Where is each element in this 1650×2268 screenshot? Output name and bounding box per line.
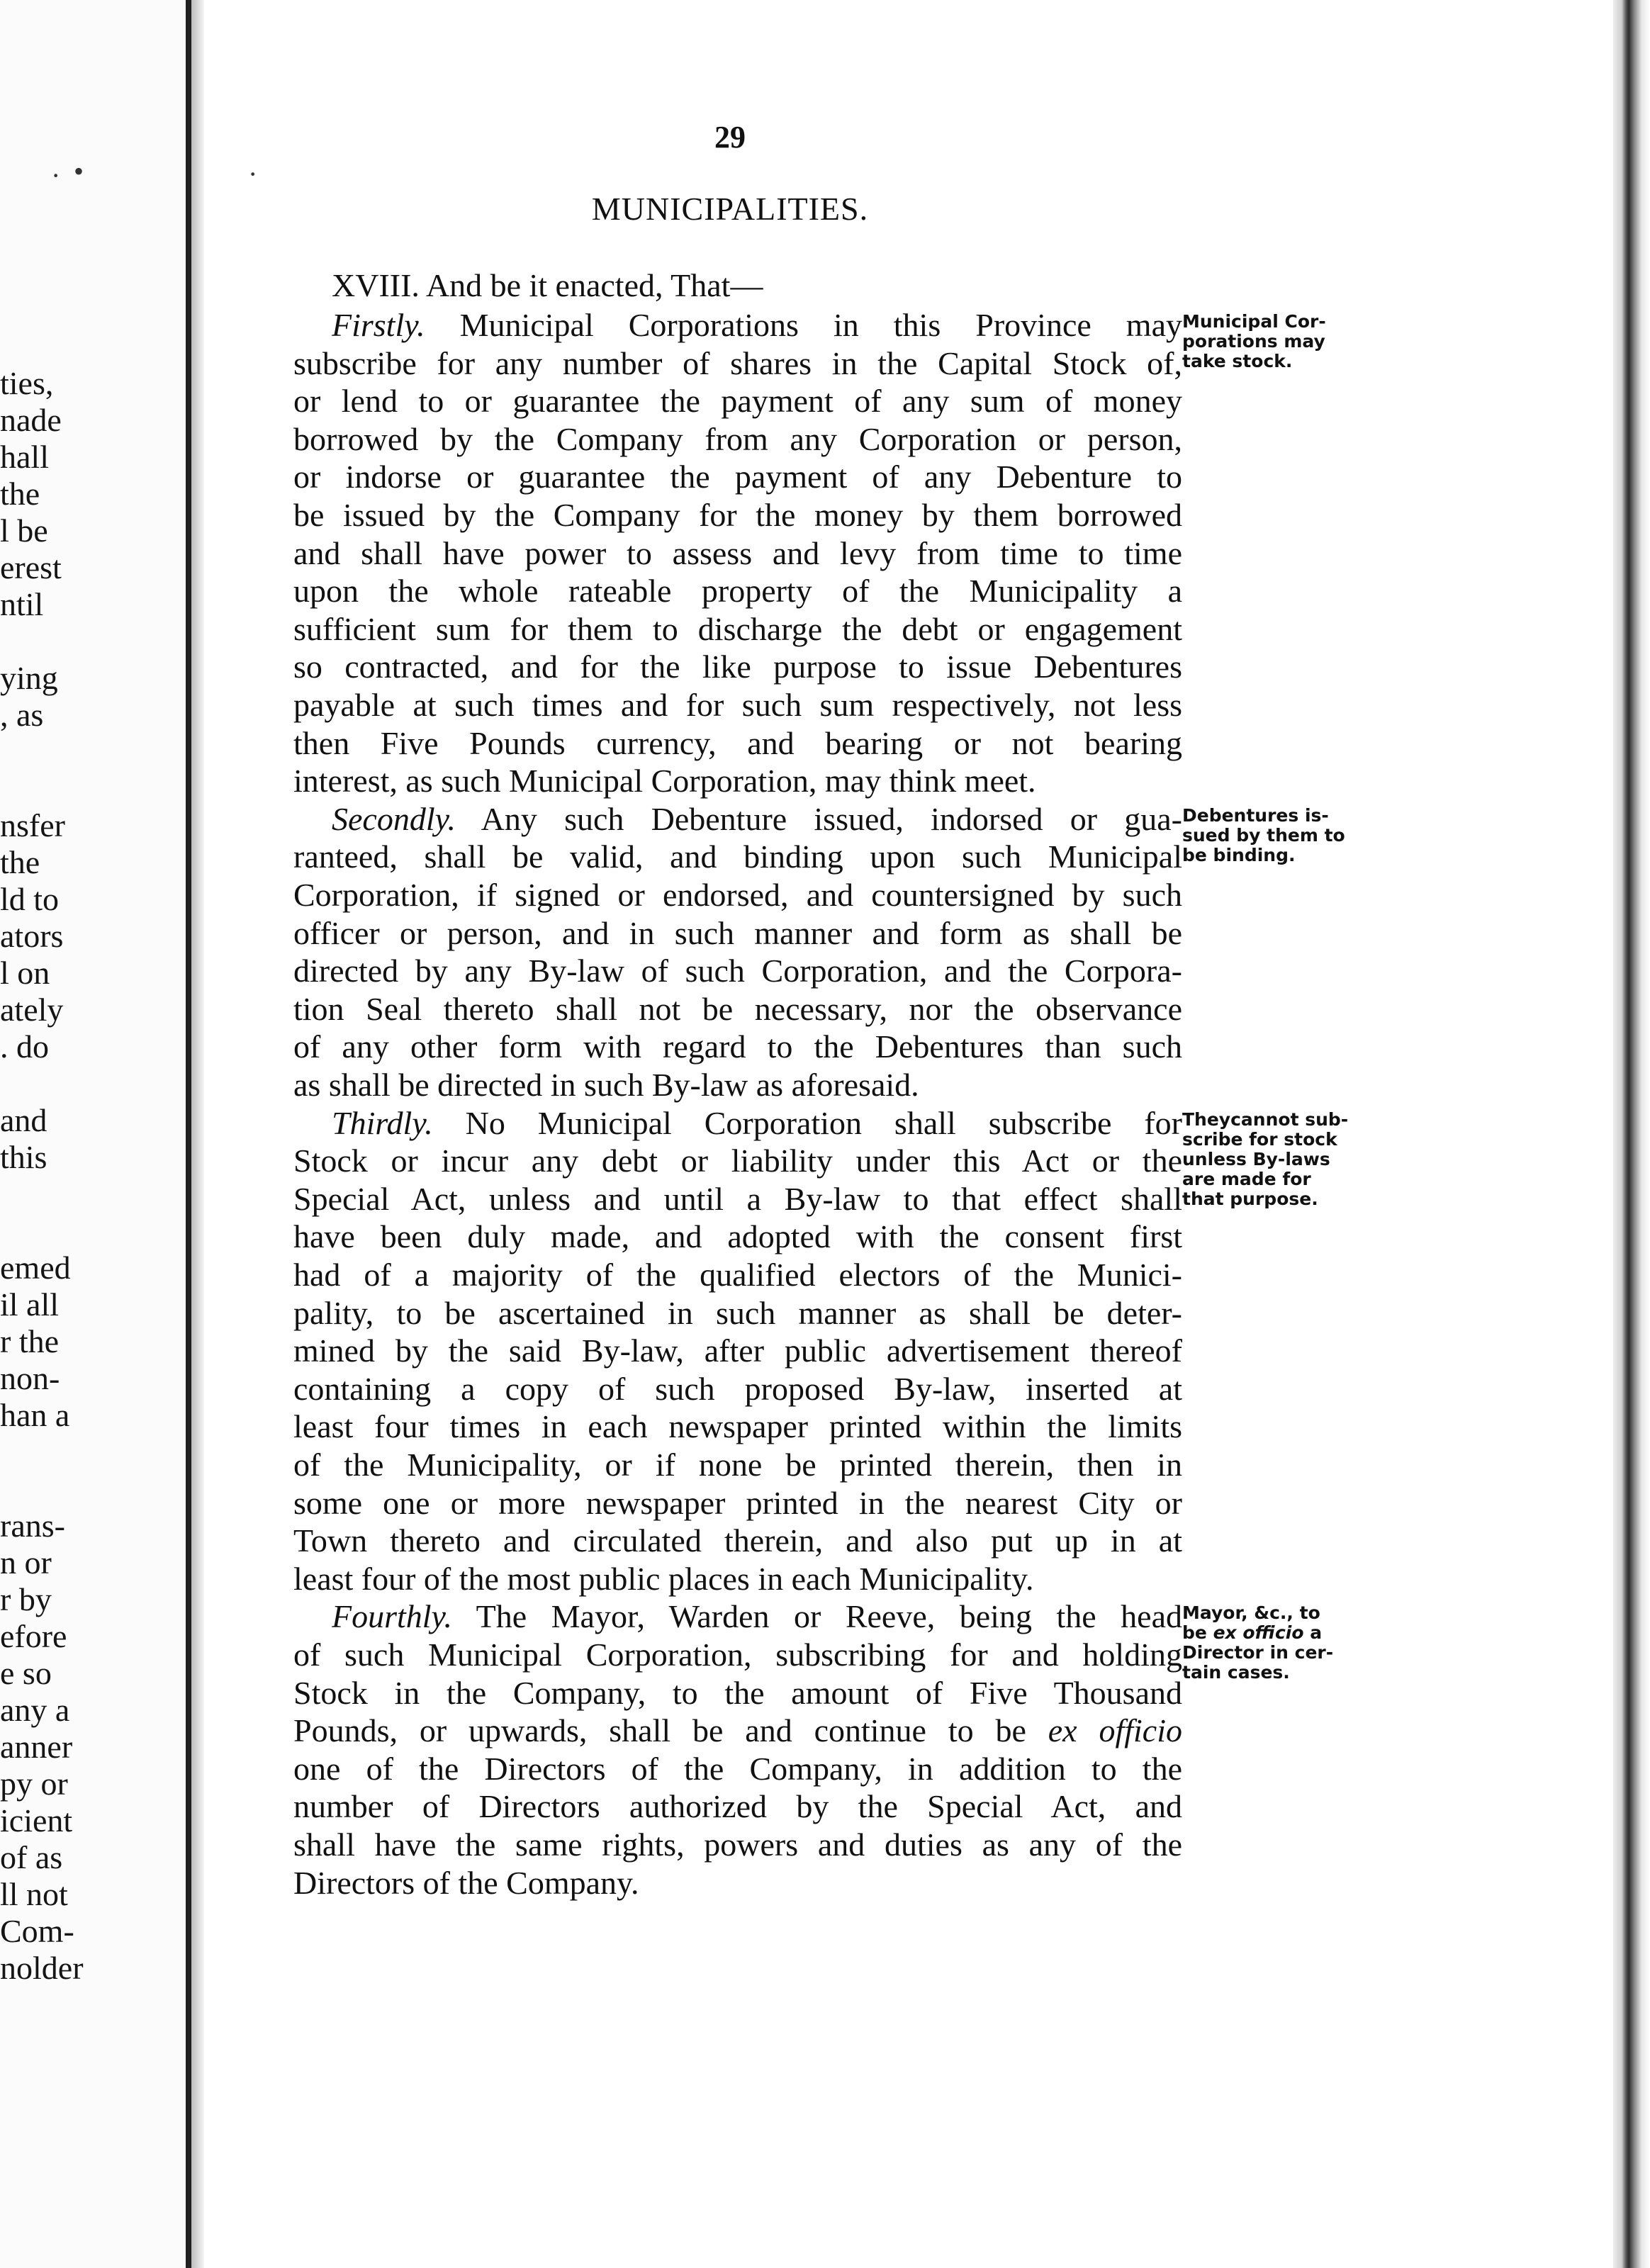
facing-page-line: ll not bbox=[0, 1876, 68, 1912]
facing-page-line: l be bbox=[0, 512, 48, 549]
facing-page-line: nade bbox=[0, 402, 62, 438]
page-gutter bbox=[191, 0, 204, 2268]
body-line: least four times in each newspaper printed within the limits bbox=[293, 1408, 1182, 1444]
facing-page-line: e so bbox=[0, 1655, 52, 1691]
facing-page-line: nolder bbox=[0, 1950, 84, 1986]
body-line: and shall have power to assess and levy from time to time bbox=[293, 535, 1182, 571]
margin-note bbox=[1182, 806, 1403, 865]
margin-note bbox=[1182, 1603, 1403, 1683]
facing-page-line: r the bbox=[0, 1323, 60, 1359]
clause-lead: Firstly. bbox=[332, 307, 425, 343]
body-line: directed by any By-law of such Corporation, and the Corpora- bbox=[293, 953, 1182, 989]
body-line: one of the Directors of the Company, in addition to the bbox=[293, 1751, 1182, 1787]
facing-page-fragment bbox=[0, 0, 186, 2268]
body-line: have been duly made, and adopted with the consent first bbox=[293, 1218, 1182, 1254]
facing-page-line: Com- bbox=[0, 1913, 74, 1949]
body-line: Town thereto and circulated therein, and also put up in at bbox=[293, 1522, 1182, 1559]
facing-page-line: nsfer bbox=[0, 807, 65, 843]
margin-note-line: tain cases. bbox=[1182, 1662, 1290, 1683]
book-spine bbox=[186, 0, 191, 2268]
body-line: tion Seal thereto shall not be necessary, nor the observance bbox=[293, 991, 1182, 1027]
facing-page-line: . do bbox=[0, 1028, 49, 1065]
facing-page-line: ately bbox=[0, 992, 64, 1028]
facing-page-line: py or bbox=[0, 1765, 68, 1802]
body-line bbox=[332, 1598, 1182, 1636]
facing-page-line: ld to bbox=[0, 881, 60, 917]
facing-page-line: icient bbox=[0, 1802, 73, 1838]
body-line: of the Municipality, or if none be printed therein, then in bbox=[293, 1447, 1182, 1483]
facing-page-line: , as bbox=[0, 697, 44, 733]
margin-note-line: Theycannot sub- bbox=[1182, 1109, 1349, 1130]
body-line bbox=[332, 306, 1182, 344]
body-line: or indorse or guarantee the payment of any Debenture to bbox=[293, 459, 1182, 495]
facing-page-line: rans- bbox=[0, 1508, 65, 1544]
body-line: of such Municipal Corporation, subscribing for and holding bbox=[293, 1637, 1182, 1673]
body-line: Stock in the Company, to the amount of Five Thousand bbox=[293, 1675, 1182, 1711]
margin-note-line: take stock. bbox=[1182, 351, 1293, 371]
body-line: officer or person, and in such manner and form as shall be bbox=[293, 915, 1182, 951]
clause-text: Municipal Corporations in this Province may bbox=[425, 307, 1182, 343]
facing-page-line: this bbox=[0, 1139, 47, 1175]
body-line: sufficient sum for them to discharge the debt or engagement bbox=[293, 611, 1182, 647]
facing-page-line: and bbox=[0, 1102, 47, 1138]
facing-page-line: emed bbox=[0, 1250, 71, 1286]
margin-note-line: Municipal Cor- bbox=[1182, 311, 1326, 332]
body-line: as shall be directed in such By-law as aforesaid. bbox=[293, 1067, 919, 1103]
body-line bbox=[332, 1104, 1182, 1143]
body-line: upon the whole rateable property of the Municipality a bbox=[293, 573, 1182, 609]
margin-note-line: unless By-laws bbox=[1182, 1149, 1330, 1169]
margin-note bbox=[1182, 1110, 1403, 1209]
body-line: ranteed, shall be valid, and binding upon such Municipal bbox=[293, 838, 1182, 875]
clause-text: The Mayor, Warden or Reeve, being the head bbox=[451, 1598, 1182, 1634]
body-line: Stock or incur any debt or liability under this Act or the bbox=[293, 1143, 1182, 1179]
facing-page-line: ators bbox=[0, 918, 64, 954]
margin-note-line: sued by them to bbox=[1182, 825, 1345, 846]
margin-note-line: porations may bbox=[1182, 331, 1325, 352]
facing-page-line: the bbox=[0, 476, 40, 512]
body-line bbox=[332, 800, 1182, 838]
margin-note-line: be binding. bbox=[1182, 845, 1296, 865]
body-line: borrowed by the Company from any Corporation or person, bbox=[293, 421, 1182, 457]
body-line: subscribe for any number of shares in the Capital Stock of, bbox=[293, 345, 1182, 381]
facing-page-line: ntil bbox=[0, 586, 44, 622]
facing-page-line: non- bbox=[0, 1360, 60, 1396]
facing-page-line: erest bbox=[0, 549, 62, 585]
body-line: Special Act, unless and until a By-law to that effect shall bbox=[293, 1181, 1182, 1217]
body-line: be issued by the Company for the money by them borrowed bbox=[293, 497, 1182, 533]
facing-page-line: hall bbox=[0, 439, 49, 475]
page-number: 29 bbox=[714, 120, 746, 155]
clause-lead: Secondly. bbox=[332, 801, 456, 837]
stray-mark: • bbox=[74, 155, 84, 187]
margin-note-line: Director in cer- bbox=[1182, 1642, 1334, 1663]
facing-page-line: anner bbox=[0, 1729, 73, 1765]
facing-page-line: l on bbox=[0, 955, 50, 991]
margin-note-line: Debentures is- bbox=[1182, 805, 1329, 826]
stray-mark: · bbox=[248, 158, 258, 190]
facing-page-line: of as bbox=[0, 1839, 63, 1875]
facing-page-line: il all bbox=[0, 1286, 60, 1323]
margin-note-line: that purpose. bbox=[1182, 1189, 1318, 1209]
body-line: least four of the most public places in each Municipality. bbox=[293, 1561, 1034, 1597]
body-line: of any other form with regard to the Debentures than such bbox=[293, 1028, 1182, 1065]
body-line: Corporation, if signed or endorsed, and countersigned by such bbox=[293, 877, 1182, 913]
body-line: some one or more newspaper printed in the nearest City or bbox=[293, 1485, 1182, 1521]
page-heading: MUNICIPALITIES. bbox=[591, 191, 869, 227]
body-line: mined by the said By-law, after public advertisement thereof bbox=[293, 1332, 1182, 1369]
body-line: so contracted, and for the like purpose to issue Debentures bbox=[293, 649, 1182, 685]
body-line: pality, to be ascertained in such manner as shall be deter- bbox=[293, 1295, 1182, 1331]
stray-mark: · bbox=[51, 159, 61, 191]
facing-page-line: han a bbox=[0, 1397, 70, 1433]
facing-page-line: the bbox=[0, 844, 40, 880]
margin-note-line: scribe for stock bbox=[1182, 1129, 1337, 1150]
margin-note-line: be ex officio a bbox=[1182, 1622, 1323, 1643]
page-edge bbox=[1613, 0, 1650, 2268]
clause-text: Any such Debenture issued, indorsed or gua- bbox=[456, 801, 1182, 837]
facing-page-line: efore bbox=[0, 1618, 67, 1654]
section-intro: XVIII. And be it enacted, That— bbox=[332, 267, 763, 303]
body-line: then Five Pounds currency, and bearing or not bearing bbox=[293, 725, 1182, 761]
body-line: containing a copy of such proposed By-law, inserted at bbox=[293, 1371, 1182, 1407]
facing-page-line: ying bbox=[0, 660, 58, 696]
margin-note bbox=[1182, 312, 1403, 371]
facing-page-line: n or bbox=[0, 1544, 52, 1581]
body-line: payable at such times and for such sum respectively, not less bbox=[293, 687, 1182, 723]
clause-lead: Fourthly. bbox=[332, 1598, 452, 1634]
body-line: Pounds, or upwards, shall be and continue to be ex officio bbox=[293, 1712, 1182, 1748]
body-line: had of a majority of the qualified electors of the Munici- bbox=[293, 1257, 1182, 1293]
facing-page-line: r by bbox=[0, 1581, 52, 1617]
clause-text: No Municipal Corporation shall subscribe for bbox=[432, 1105, 1182, 1141]
body-line: number of Directors authorized by the Special Act, and bbox=[293, 1788, 1182, 1824]
body-line: shall have the same rights, powers and duties as any of the bbox=[293, 1826, 1182, 1863]
body-line: Directors of the Company. bbox=[293, 1865, 639, 1901]
clause-lead: Thirdly. bbox=[332, 1105, 433, 1141]
margin-note-line: are made for bbox=[1182, 1169, 1311, 1189]
margin-note-line: Mayor, &c., to bbox=[1182, 1602, 1320, 1623]
facing-page-line: ties, bbox=[0, 365, 54, 401]
body-line: interest, as such Municipal Corporation, may think meet. bbox=[293, 763, 1036, 799]
body-line: or lend to or guarantee the payment of any sum of money bbox=[293, 383, 1182, 419]
facing-page-line: any a bbox=[0, 1692, 70, 1728]
